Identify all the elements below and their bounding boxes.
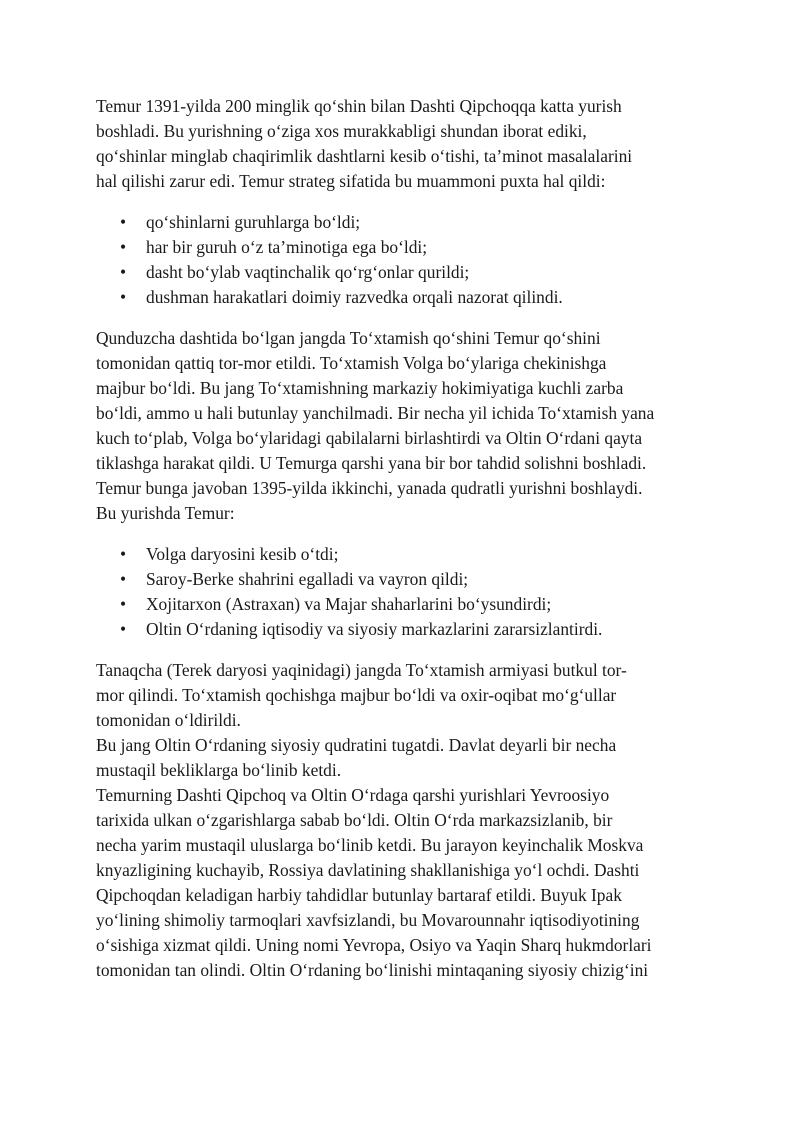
text-line: Temur 1391-yilda 200 minglik qo‘shin bilan Dashti Qipchoqqa katta yurish	[96, 96, 622, 116]
list-item: • har bir guruh o‘z ta’minotiga ega bo‘ldi;	[96, 235, 708, 260]
text-line: Temurning Dashti Qipchoq va Oltin O‘rdaga qarshi yurishlari Yevroosiyo	[96, 785, 610, 805]
paragraph-1	[96, 94, 708, 194]
list-item: • Oltin O‘rdaning iqtisodiy va siyosiy markazlarini zararsizlantirdi.	[96, 617, 708, 642]
text-line: tiklashga harakat qildi. U Temurga qarshi yana bir bor tahdid solishni boshladi.	[96, 453, 647, 473]
paragraph-3	[96, 658, 708, 983]
list-item: • Xojitarxon (Astraxan) va Majar shaharlarini bo‘ysundirdi;	[96, 592, 708, 617]
text-line: necha yarim mustaqil uluslarga bo‘linib ketdi. Bu jarayon keyinchalik Moskva	[96, 835, 644, 855]
list-item: • dasht bo‘ylab vaqtinchalik qo‘rg‘onlar qurildi;	[96, 260, 708, 285]
text-line: tarixida ulkan o‘zgarishlarga sabab bo‘ldi. Oltin O‘rda markazsizlanib, bir	[96, 810, 613, 830]
list-item: • Volga daryosini kesib o‘tdi;	[96, 542, 708, 567]
text-line: hal qilishi zarur edi. Temur strateg sifatida bu muammoni puxta hal qildi:	[96, 171, 606, 191]
bullet-list-2	[96, 542, 708, 642]
bullet-list-1	[96, 210, 708, 310]
text-line: knyazligining kuchayib, Rossiya davlatining shakllanishiga yo‘l ochdi. Dashti	[96, 860, 640, 880]
paragraph-2	[96, 326, 708, 526]
list-item: • qo‘shinlarni guruhlarga bo‘ldi;	[96, 210, 708, 235]
text-line: boshladi. Bu yurishning o‘ziga xos murakkabligi shundan iborat ediki,	[96, 121, 587, 141]
text-line: tomonidan o‘ldirildi.	[96, 710, 241, 730]
text-line: o‘sishiga xizmat qildi. Uning nomi Yevropa, Osiyo va Yaqin Sharq hukmdorlari	[96, 935, 652, 955]
list-item: • dushman harakatlari doimiy razvedka orqali nazorat qilindi.	[96, 285, 708, 310]
text-line: qo‘shinlar minglab chaqirimlik dashtlarni kesib o‘tishi, ta’minot masalalarini	[96, 146, 633, 166]
text-line: mor qilindi. To‘xtamish qochishga majbur bo‘ldi va oxir-oqibat mo‘g‘ullar	[96, 685, 617, 705]
text-line: Temur bunga javoban 1395-yilda ikkinchi, yanada qudratli yurishni boshlaydi.	[96, 478, 643, 498]
text-line: kuch to‘plab, Volga bo‘ylaridagi qabilalarni birlashtirdi va Oltin O‘rdani qayta	[96, 428, 643, 448]
text-line: Bu yurishda Temur:	[96, 503, 235, 523]
text-line: Qunduzcha dashtida bo‘lgan jangda To‘xtamish qo‘shini Temur qo‘shini	[96, 328, 601, 348]
document-body	[96, 94, 708, 983]
text-line: tomonidan qattiq tor-mor etildi. To‘xtamish Volga bo‘ylariga chekinishga	[96, 353, 607, 373]
text-line: Qipchoqdan keladigan harbiy tahdidlar butunlay bartaraf etildi. Buyuk Ipak	[96, 885, 622, 905]
text-line: mustaqil bekliklarga bo‘linib ketdi.	[96, 760, 342, 780]
text-line: majbur bo‘ldi. Bu jang To‘xtamishning markaziy hokimiyatiga kuchli zarba	[96, 378, 624, 398]
text-line: yo‘lining shimoliy tarmoqlari xavfsizlandi, bu Movarounnahr iqtisodiyotining	[96, 910, 640, 930]
list-item: • Saroy-Berke shahrini egalladi va vayron qildi;	[96, 567, 708, 592]
text-line: bo‘ldi, ammo u hali butunlay yanchilmadi. Bir necha yil ichida To‘xtamish yana	[96, 403, 655, 423]
text-line: Bu jang Oltin O‘rdaning siyosiy qudratini tugatdi. Davlat deyarli bir necha	[96, 735, 617, 755]
text-line: Tanaqcha (Terek daryosi yaqinidagi) jangda To‘xtamish armiyasi butkul tor-	[96, 660, 627, 680]
text-line: tomonidan tan olindi. Oltin O‘rdaning bo‘linishi mintaqaning siyosiy chizig‘ini	[96, 960, 649, 980]
